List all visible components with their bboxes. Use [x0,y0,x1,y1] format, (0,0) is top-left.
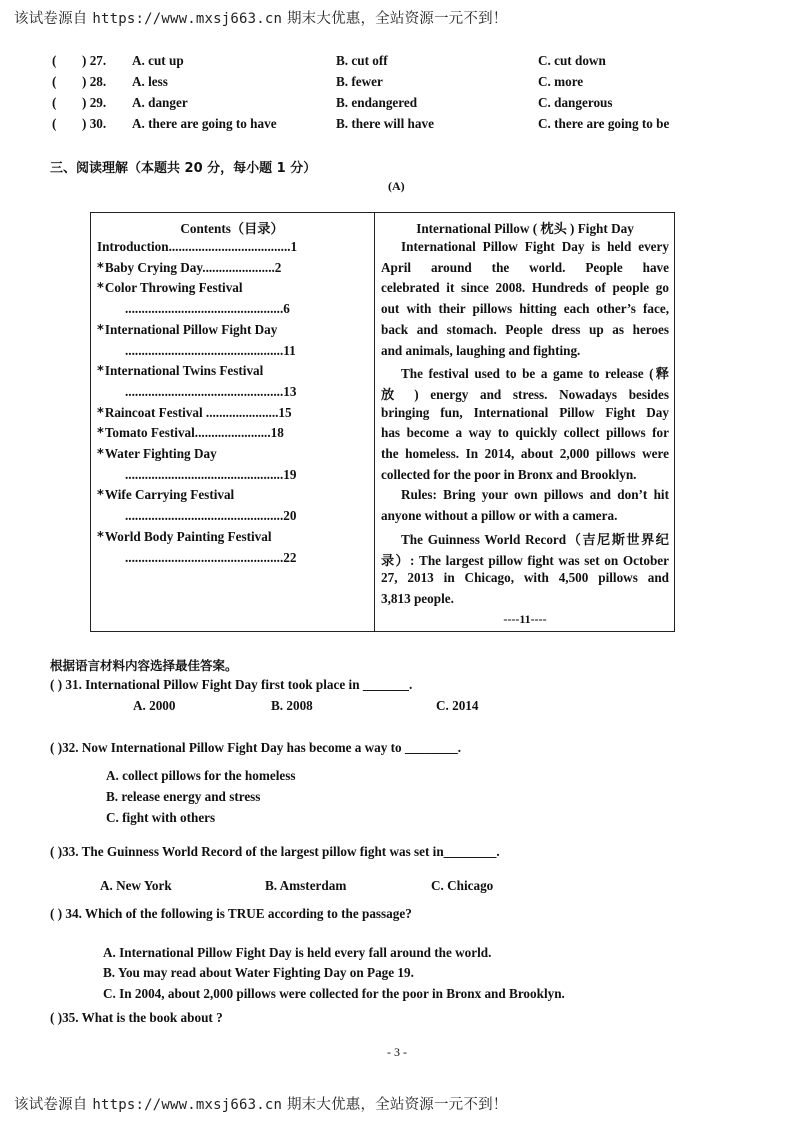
q31-option-b[interactable]: B. 2008 [271,698,313,713]
contents-entry [125,301,290,321]
q33-option-a[interactable]: A. New York [100,878,172,893]
article-line: the homeless. In 2014, about 2,000 pillows were [381,446,669,461]
page-number: - 3 - [387,1045,407,1059]
article-line: 放 ) energy and stress. Nowadays besides [381,386,669,402]
question-35: ( )35. What is the book about ? [50,1010,223,1025]
article-line: 录）: The largest pillow fight was set on October [381,552,669,568]
question-number: ) 29. [82,95,107,110]
article-line: Rules: Bring your own pillows and don’t hit [401,487,669,503]
article-line: has become a way to quickly collect pillows for [381,425,669,441]
q32-option-a[interactable]: A. collect pillows for the homeless [106,768,296,783]
article-line: International Pillow Fight Day is held every [401,239,669,254]
option-b[interactable]: B. there will have [336,116,434,131]
article-line: 3,813 people. [381,590,454,606]
article-line: collected for the poor in Bronx and Brooklyn. [381,466,637,482]
article-line: back and stomach. People dress up as heroes [381,321,669,337]
reading-box [90,212,675,632]
contents-entry [97,322,277,342]
cloze-row [52,53,752,71]
contents-entry-text: ................................................20 [125,508,297,524]
star-icon: * [97,529,104,545]
contents-entry-text: Wife Carrying Festival [104,487,235,503]
article-line: bringing fun, International Pillow Fight Day [381,404,669,420]
q33-option-c[interactable]: C. Chicago [431,878,494,893]
contents-entry [97,487,234,507]
star-icon: * [97,426,104,442]
article-line: April around the world. People have [381,259,669,275]
option-c[interactable]: C. cut down [538,53,606,68]
option-c[interactable]: C. there are going to be [538,116,670,131]
contents-entry [97,260,281,280]
contents-entry-text: Baby Crying Day......................2 [104,259,282,275]
contents-entry [97,425,284,445]
contents-entry [125,508,296,528]
contents-entry-text: Color Throwing Festival [104,280,243,296]
contents-entry-text: ................................................13 [125,383,297,399]
star-icon: * [97,447,104,462]
question-32: ( )32. Now International Pillow Fight Day has become a way to ________. [50,740,461,755]
part-label: (A) [388,179,405,193]
bottom-banner [14,1093,507,1114]
cloze-row [52,116,752,134]
cloze-row [52,95,752,113]
question-34: ( ) 34. Which of the following is TRUE according to the passage? [50,906,412,921]
article-line: out with their pillows hitting each other’s face, [381,301,669,317]
contents-entry [125,384,296,404]
star-icon: * [97,488,104,504]
contents-entry-text: World Body Painting Festival [104,528,272,544]
section-title: 三、阅读理解（本题共 20 分，每小题 1 分） [50,161,317,176]
q34-option-b[interactable]: B. You may read about Water Fighting Day on Page 19. [103,965,414,980]
star-icon: * [97,405,104,421]
question-31: ( ) 31. International Pillow Fight Day first took place in _______. [50,677,413,692]
contents-entry [97,363,263,383]
question-33: ( )33. The Guinness World Record of the largest pillow fight was set in________. [50,844,500,859]
top-banner [14,7,507,28]
q34-option-c[interactable]: C. In 2004, about 2,000 pillows were collected for the poor in Bronx and Brooklyn. [103,986,565,1001]
answer-blank[interactable]: ( [52,74,57,89]
q31-option-a[interactable]: A. 2000 [133,698,176,713]
contents-entry [125,467,296,487]
contents-entry-text: ................................................19 [125,466,297,482]
q31-option-c[interactable]: C. 2014 [436,698,479,713]
contents-entry-text: ................................................11 [125,342,296,358]
option-a[interactable]: A. cut up [132,53,184,68]
article-line: and animals, laughing and fighting. [381,342,581,358]
star-icon: * [97,322,104,338]
question-number: ) 27. [82,53,107,68]
contents-entry-text: Introduction.....................................1 [97,239,298,254]
contents-entry-text: ................................................22 [125,549,297,565]
cloze-row [52,74,752,92]
contents-entry-text: ................................................6 [125,301,290,317]
option-b[interactable]: B. cut off [336,53,388,68]
banner-prefix: 该试卷源自 [14,1097,88,1113]
q32-option-c[interactable]: C. fight with others [106,810,216,825]
box-divider [374,213,375,631]
article-line: celebrated it since 2008. Hundreds of people go [381,280,669,296]
banner-url[interactable]: https://www.mxsj663.cn [92,11,283,27]
contents-entry [97,446,217,466]
banner-suffix: 期末大优惠，全站资源一元不到！ [286,1097,508,1113]
contents-entry-text: Raincoat Festival ......................15 [104,404,292,420]
article-title: International Pillow ( 枕头 ) Fight Day [416,221,634,236]
star-icon: * [97,260,104,276]
contents-entry-text: International Pillow Fight Day [104,321,278,337]
q33-option-b[interactable]: B. Amsterdam [265,878,347,893]
star-icon: * [97,281,104,297]
article-line: The festival used to be a game to release (释 [401,366,669,382]
article-line: anyone without a pillow or with a camera. [381,508,618,524]
q32-option-b[interactable]: B. release energy and stress [106,789,261,804]
contents-entry [97,280,243,300]
question-number: ) 30. [82,116,107,131]
answer-blank[interactable]: ( [52,95,57,110]
option-b[interactable]: B. fewer [336,74,383,89]
answer-blank[interactable]: ( [52,53,57,68]
banner-prefix: 该试卷源自 [14,11,88,27]
option-b[interactable]: B. endangered [336,95,418,110]
option-c[interactable]: C. dangerous [538,95,613,110]
question-number: ) 28. [82,74,107,89]
article-line: The Guinness World Record（吉尼斯世界纪 [401,531,669,547]
star-icon: * [97,364,104,380]
contents-entry [125,343,296,363]
article-line: 27, 2013 in Chicago, with 4,500 pillows and [381,570,669,586]
contents-entry [97,239,297,259]
option-a[interactable]: A. there are going to have [132,116,277,131]
article-page-marker: ----11---- [503,612,547,626]
contents-entry [97,405,292,425]
banner-url[interactable]: https://www.mxsj663.cn [92,1097,283,1113]
option-a[interactable]: A. danger [132,95,188,110]
banner-suffix: 期末大优惠，全站资源一元不到！ [286,11,508,27]
contents-heading: Contents（目录） [180,221,284,236]
contents-entry [97,529,272,549]
contents-entry [125,550,296,570]
contents-entry-text: Water Fighting Day [104,446,217,461]
contents-entry-text: International Twins Festival [104,363,264,379]
q34-option-a[interactable]: A. International Pillow Fight Day is held every fall around the world. [103,945,492,960]
contents-entry-text: Tomato Festival.......................18 [104,425,284,441]
answer-blank[interactable]: ( [52,116,57,131]
instructions: 根据语言材料内容选择最佳答案。 [50,658,238,673]
option-c[interactable]: C. more [538,74,584,89]
option-a[interactable]: A. less [132,74,168,89]
